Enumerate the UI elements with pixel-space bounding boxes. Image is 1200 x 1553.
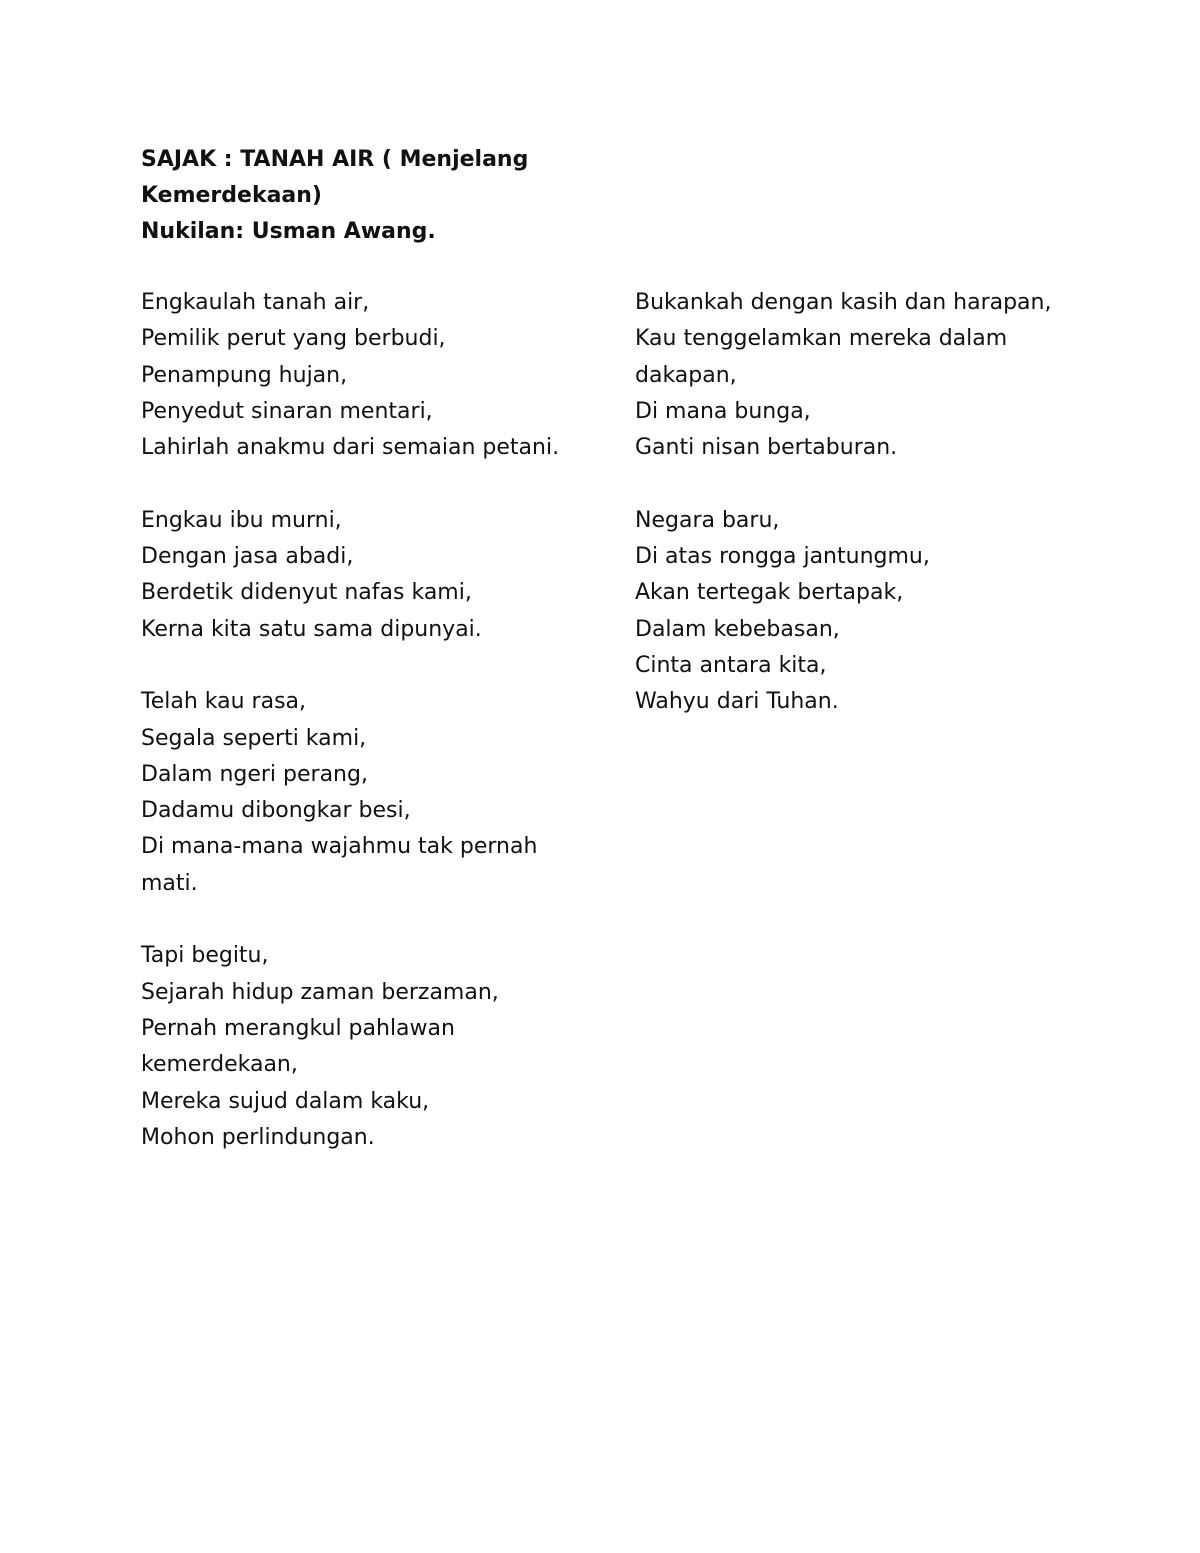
stanza-line: Pernah merangkul pahlawan	[141, 1015, 455, 1041]
stanza-line: Dadamu dibongkar besi,	[141, 798, 411, 824]
stanza-line: Wahyu dari Tuhan.	[635, 689, 839, 715]
stanza-line: mati.	[141, 870, 198, 896]
stanza-line: Dengan jasa abadi,	[141, 544, 354, 570]
stanza-line: Cinta antara kita,	[635, 652, 827, 678]
stanza-6	[635, 503, 1075, 721]
stanza-line: Di atas rongga jantungmu,	[635, 544, 930, 570]
stanza-line: Ganti nisan bertaburan.	[635, 435, 898, 461]
stanza-line: Engkau ibu murni,	[141, 507, 342, 533]
stanza-2	[141, 503, 581, 648]
stanza-5	[635, 285, 1075, 466]
stanza-line: Negara baru,	[635, 507, 780, 533]
poem-title-line-2: Kemerdekaan)	[141, 183, 322, 208]
stanza-line: Engkaulah tanah air,	[141, 290, 370, 315]
stanza-line: Sejarah hidup zaman berzaman,	[141, 979, 499, 1005]
stanza-line: dakapan,	[635, 362, 737, 388]
stanza-3	[141, 684, 581, 902]
stanza-line: Berdetik didenyut nafas kami,	[141, 580, 472, 606]
stanza-line: Penampung hujan,	[141, 362, 348, 388]
stanza-line: Segala seperti kami,	[141, 725, 367, 751]
stanza-line: Dalam kebebasan,	[635, 616, 840, 642]
stanza-line: Dalam ngeri perang,	[141, 761, 368, 787]
stanza-line: Lahirlah anakmu dari semaian petani.	[141, 435, 560, 461]
stanza-line: Kau tenggelamkan mereka dalam	[635, 326, 1008, 352]
stanza-line: Pemilik perut yang berbudi,	[141, 326, 446, 352]
left-column	[141, 285, 581, 1192]
stanza-line: Tapi begitu,	[141, 943, 269, 969]
stanza-line: Penyedut sinaran mentari,	[141, 398, 433, 424]
right-column	[635, 285, 1075, 757]
stanza-line: Akan tertegak bertapak,	[635, 580, 904, 606]
stanza-line: Mereka sujud dalam kaku,	[141, 1088, 430, 1114]
stanza-line: Di mana bunga,	[635, 398, 811, 424]
poem-title-line-1: SAJAK : TANAH AIR ( Menjelang	[141, 147, 529, 172]
stanza-line: Telah kau rasa,	[141, 689, 306, 715]
poem-author: Nukilan: Usman Awang.	[141, 219, 436, 244]
stanza-line: Mohon perlindungan.	[141, 1124, 375, 1150]
poem-header	[141, 142, 581, 250]
stanza-line: Di mana-mana wajahmu tak pernah	[141, 834, 538, 860]
stanza-1	[141, 285, 581, 466]
stanza-4	[141, 938, 581, 1156]
stanza-line: kemerdekaan,	[141, 1052, 298, 1078]
stanza-line: Kerna kita satu sama dipunyai.	[141, 616, 482, 642]
stanza-line: Bukankah dengan kasih dan harapan,	[635, 290, 1052, 315]
